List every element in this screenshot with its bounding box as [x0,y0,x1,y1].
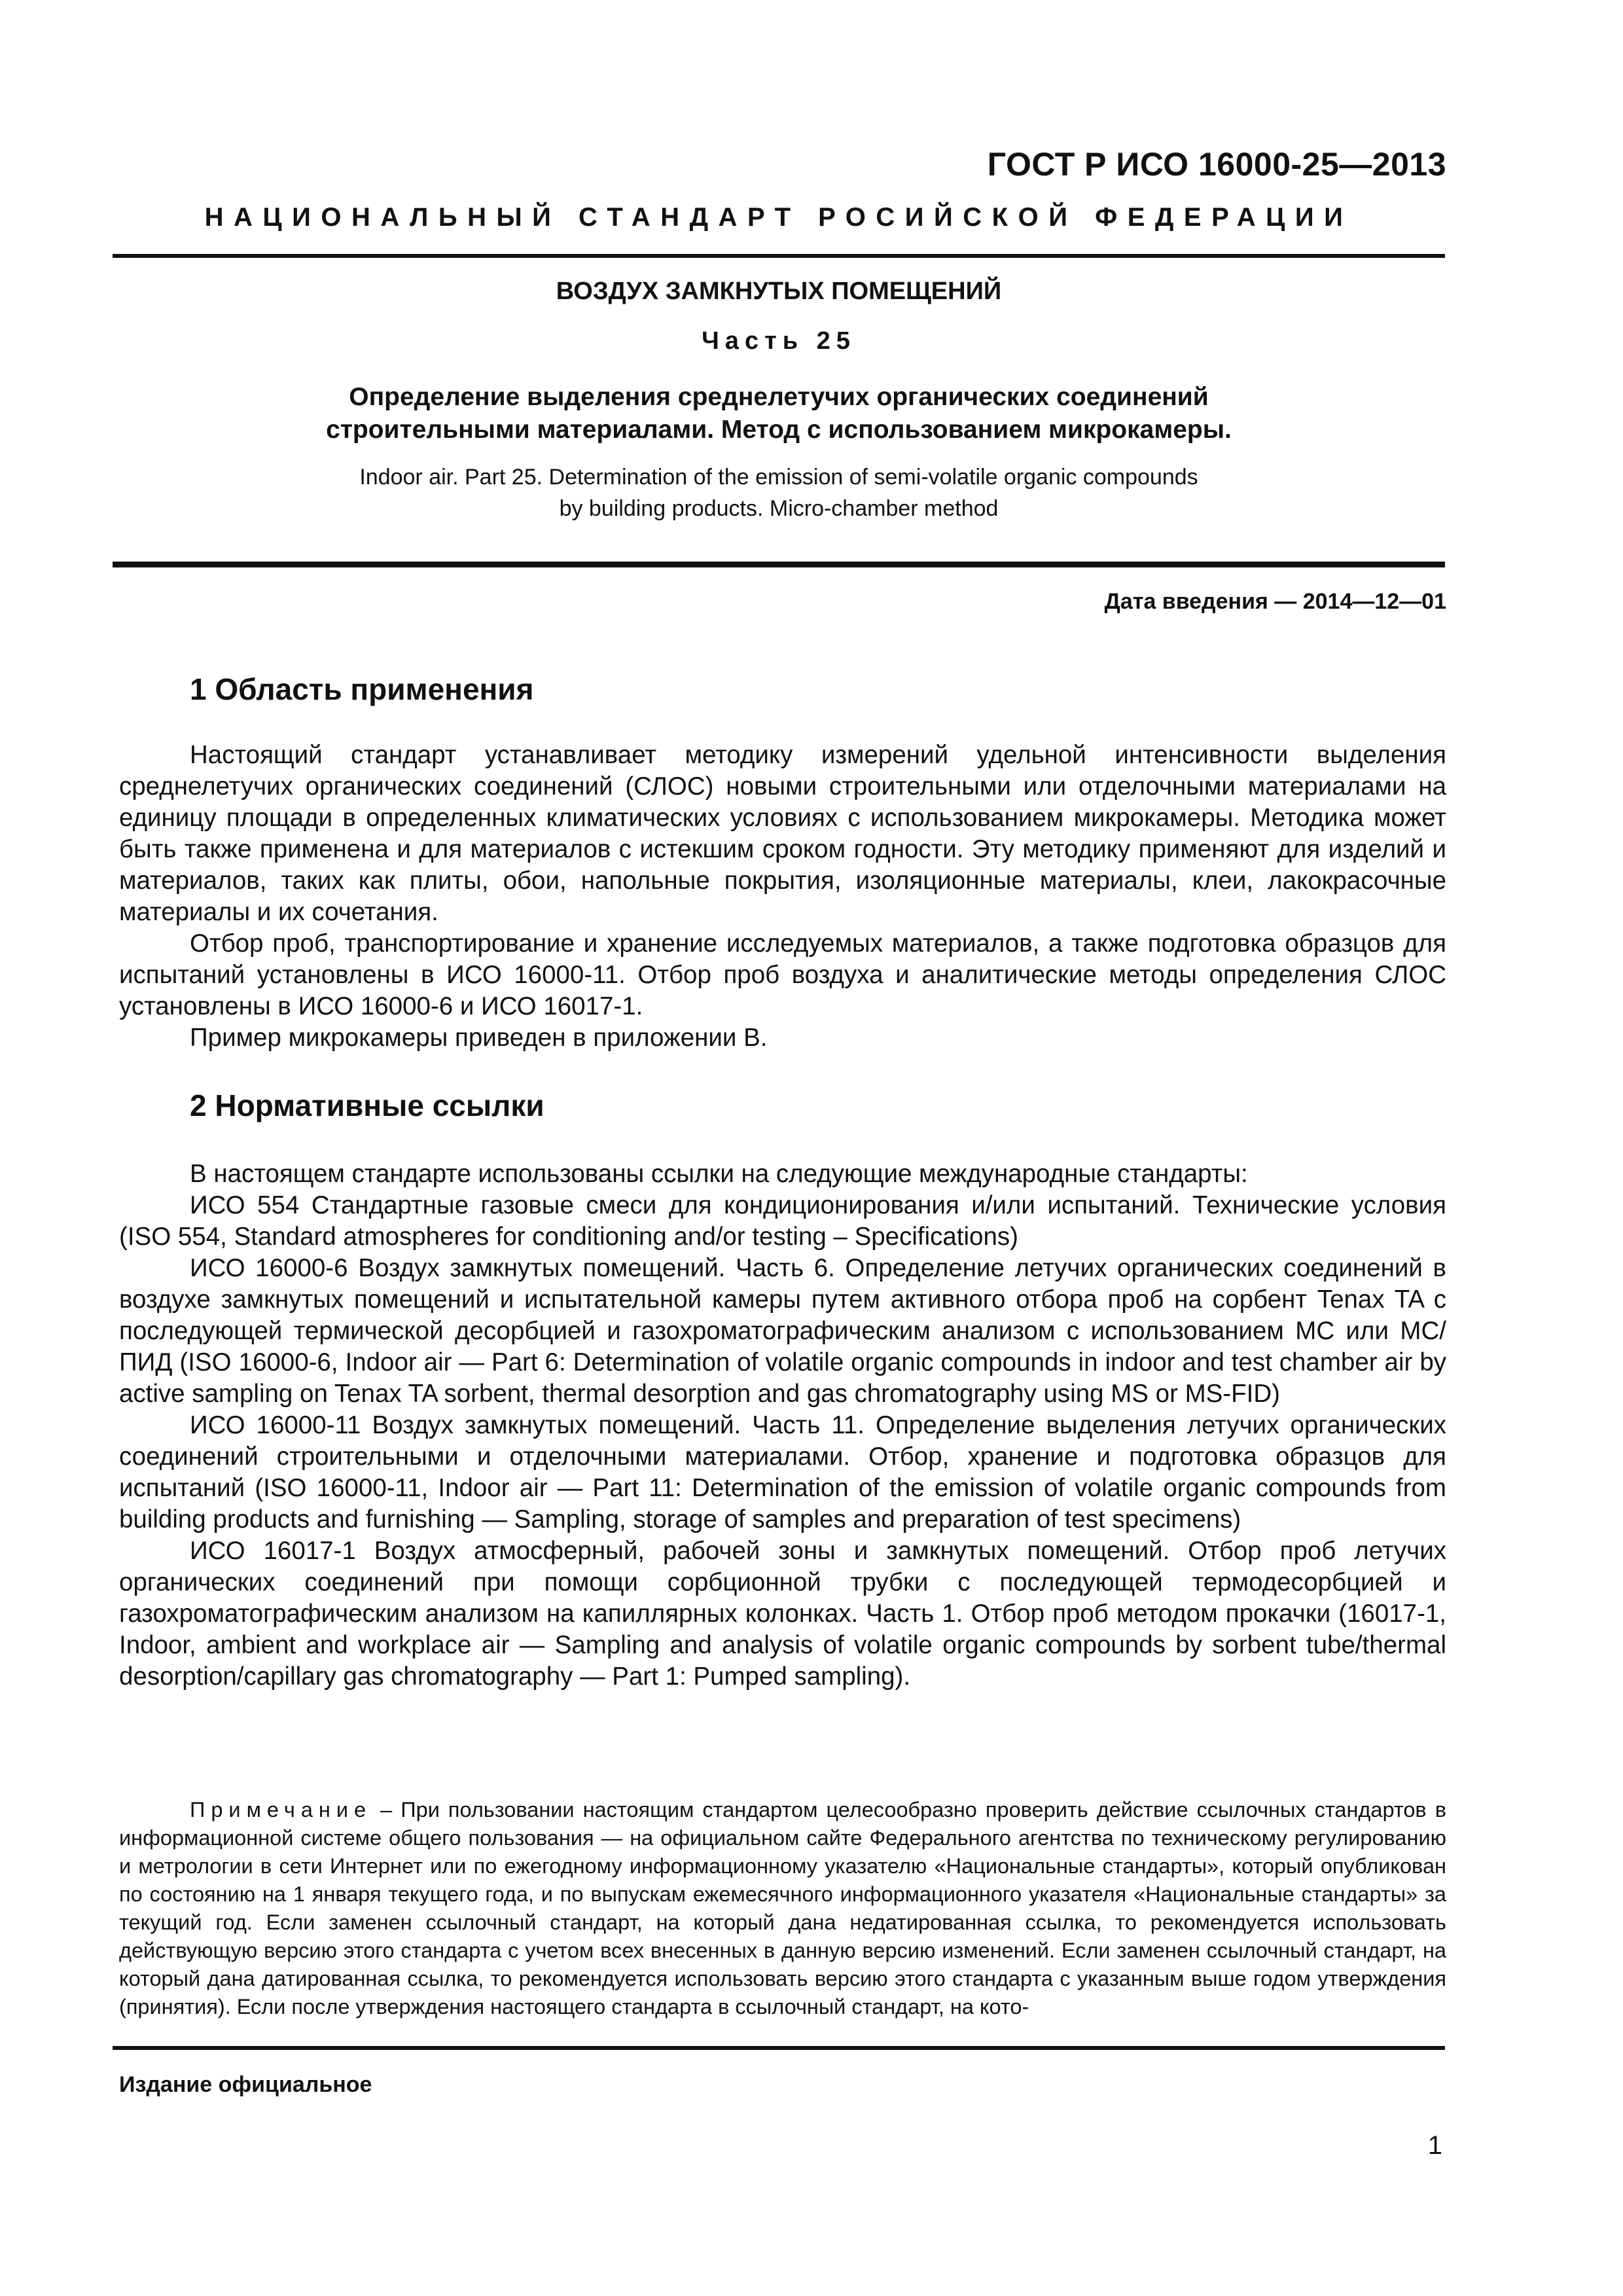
official-edition-label: Издание официальное [119,2072,372,2097]
section-body-normative-references [119,1158,1446,1693]
paragraph: Отбор проб, транспортирование и хранение исследуемых материалов, а также подготовка образцов для испытаний установлены в ИСО 16000-11. Отбор проб воздуха и аналитические методы определения СЛОС установлены в ИСО 16000-6 и ИСО 16017-1. [119,929,1446,1020]
description-en-line: by building products. Micro-chamber method [559,496,999,521]
section-body-scope [119,740,1446,1054]
paragraph: ИСО 16017-1 Воздух атмосферный, рабочей зоны и замкнутых помещений. Отбор проб летучих органических соединений при помощи сорбционной трубки с последующей термодесорбцией и газохроматографическим анализом на капиллярных колонках. Часть 1. Отбор проб методом прокачки (16017-1, Indoor, ambient and workplace air — Sampling and analysis of volatile organic compounds by sorbent tube/thermal desorption/capillary gas chromatography — Part 1: Pumped sampling). [119,1537,1446,1691]
introduction-date: Дата введения — 2014—12—01 [1104,589,1446,614]
header-rule [113,254,1445,258]
note [119,1796,1446,2021]
standard-part: Часть 25 [702,327,856,355]
page-number: 1 [1427,2131,1442,2160]
paragraph: В настоящем стандарте использованы ссылки на следующие международные стандарты: [190,1160,1248,1188]
description-en-line: Indoor air. Part 25. Determination of the emission of semi-volatile organic compounds [359,465,1198,490]
standard-description-ru [113,381,1445,446]
footer-rule [113,2046,1445,2050]
gost-number: ГОСТ Р ИСО 16000-25—2013 [987,146,1446,183]
description-ru-line: Определение выделения среднелетучих органических соединений [349,383,1209,411]
note-label: Примечание [190,1798,372,1821]
paragraph: ИСО 554 Стандартные газовые смеси для кондиционирования и/или испытаний. Технические условия (ISO 554, Standard atmospheres for conditioning and/or testing – Specifications) [119,1191,1446,1251]
description-ru-line: строительными материалами. Метод с использованием микрокамеры. [326,416,1232,444]
note-text: – При пользовании настоящим стандартом целесообразно проверить действие ссылочных стандартов в информационной системе общего пользования — на официальном сайте Федерального агентства по техническому регулированию и метрологии в сети Интернет или по ежегодному информационному указателю «Национальные стандарты», который опубликован по состоянию на 1 января текущего года, и по выпускам ежемесячного информационного указателя «Национальные стандарты» за текущий год. Если заменен ссылочный стандарт, на который дана недатированная ссылка, то рекомендуется использовать действующую версию этого стандарта с учетом всех внесенных в данную версию изменений. Если заменен ссылочный стандарт, на который дана датированная ссылка, то рекомендуется использовать версию этого стандарта с указанным выше годом утверждения (принятия). Если после утверждения настоящего стандарта в ссылочный стандарт, на кото- [119,1798,1446,2018]
title-rule [113,562,1445,567]
section-heading-scope: 1 Область применения [190,672,534,706]
section-heading-normative-references: 2 Нормативные ссылки [190,1088,544,1122]
standard-description-en [113,461,1445,524]
paragraph: ИСО 16000-6 Воздух замкнутых помещений. Часть 6. Определение летучих органических соединений в воздухе замкнутых помещений и испытательной камеры путем активного отбора проб на сорбент Tenax TA с последующей термической десорбцией и газохроматографическим анализом с использованием МС или МС/ПИД (ISO 16000-6, Indoor air — Part 6: Determination of volatile organic compounds in indoor and test chamber air by active sampling on Tenax TA sorbent, thermal desorption and gas chromatography using MS or MS-FID) [119,1254,1446,1408]
standard-title: ВОЗДУХ ЗАМКНУТЫХ ПОМЕЩЕНИЙ [556,278,1002,305]
paragraph: ИСО 16000-11 Воздух замкнутых помещений. Часть 11. Определение выделения летучих органических соединений строительными и отделочными материалами. Отбор, хранение и подготовка образцов для испытаний (ISO 16000-11, Indoor air — Part 11: Determination of the emission of volatile organic compounds from building products and furnishing — Sampling, storage of samples and preparation of test specimens) [119,1411,1446,1534]
national-standard-banner: НАЦИОНАЛЬНЫЙ СТАНДАРТ РОСИЙСКОЙ ФЕДЕРАЦИИ [204,203,1353,232]
paragraph: Пример микрокамеры приведен в приложении В. [190,1024,768,1052]
paragraph: Настоящий стандарт устанавливает методику измерений удельной интенсивности выделения среднелетучих органических соединений (СЛОС) новыми строительными или отделочными материалами на единицу площади в определенных климатических условиях с использованием микрокамеры. Методика может быть также применена и для материалов с истекшим сроком годности. Эту методику применяют для изделий и материалов, таких как плиты, обои, напольные покрытия, изоляционные материалы, клеи, лакокрасочные материалы и их сочетания. [119,741,1446,926]
